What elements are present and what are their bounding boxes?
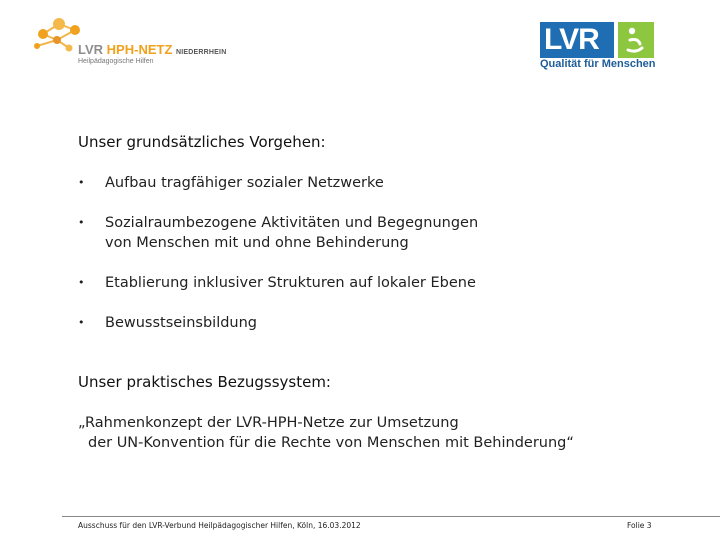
bullet: • [78, 316, 85, 329]
lvr-logo [540, 22, 656, 72]
footer-divider [62, 516, 720, 517]
lvr-hph-netz-logo [33, 16, 233, 72]
bullet: • [78, 176, 85, 189]
list-item-text: Aufbau tragfähiger sozialer Netzwerke [105, 175, 384, 191]
list-item-text [105, 213, 478, 253]
face-icon [618, 22, 654, 58]
slide-number: Folie 3 [627, 521, 652, 530]
logo-left-region: NIEDERRHEIN [176, 49, 227, 56]
list-item-line: Sozialraumbezogene Aktivitäten und Begegnungen [105, 215, 479, 231]
reference-quote [78, 413, 574, 453]
section-heading-approach: Unser grundsätzliches Vorgehen: [78, 133, 326, 151]
lvr-logo-box [540, 22, 614, 58]
bullet: • [78, 216, 85, 229]
list-item-line: von Menschen mit und ohne Behinderung [105, 235, 409, 251]
bullet: • [78, 276, 85, 289]
lvr-logo-text: LVR [544, 23, 599, 56]
lvr-logo-subtitle: Qualität für Menschen [540, 58, 656, 70]
list-item-text: Bewusstseinsbildung [105, 315, 258, 331]
logo-left-hph-netz: HPH-NETZ [106, 42, 173, 57]
section-heading-reference: Unser praktisches Bezugssystem: [78, 373, 331, 391]
logo-left-lvr: LVR [78, 42, 104, 57]
quote-line: der UN-Konvention für die Rechte von Menschen mit Behinderung“ [88, 435, 574, 451]
logo-left-subtitle: Heilpädagogische Hilfen [78, 58, 154, 65]
footer-text: Ausschuss für den LVR-Verbund Heilpädagogischer Hilfen, Köln, 16.03.2012 [78, 521, 361, 530]
list-item-text: Etablierung inklusiver Strukturen auf lokaler Ebene [105, 275, 476, 291]
logo-left-title [78, 42, 226, 57]
quote-line: „Rahmenkonzept der LVR-HPH-Netze zur Umsetzung [78, 415, 459, 431]
